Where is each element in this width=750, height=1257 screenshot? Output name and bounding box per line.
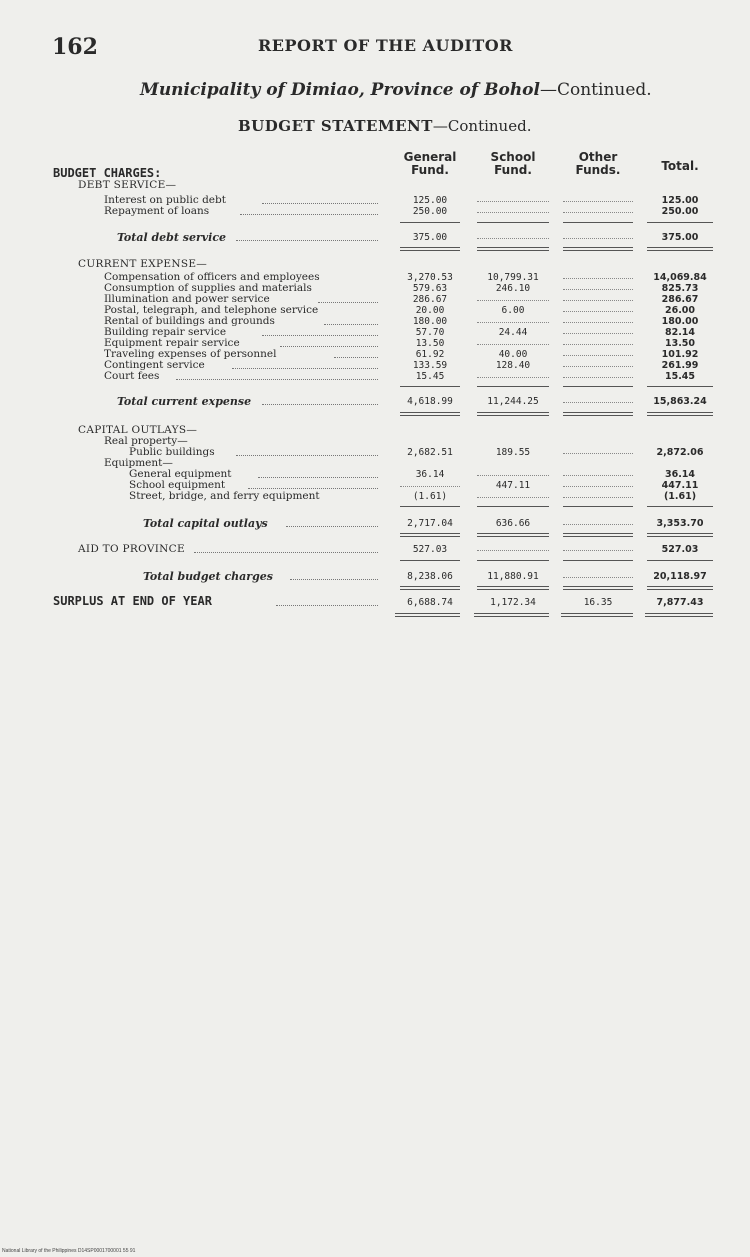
col-header-other: Other Funds. [575,150,621,177]
subtitle [140,80,652,100]
table-row [0,206,750,217]
general-fund-value: 15.45 [415,371,445,382]
total-value: 261.99 [661,360,699,371]
row-label: Postal, telegraph, and telephone service [104,304,319,316]
general-fund-value: 286.67 [412,294,448,305]
row-label: Equipment repair service [104,337,240,349]
school-fund-value: 24.44 [498,327,528,338]
general-fund-value: 579.63 [412,283,448,294]
school-fund-value: 246.10 [495,283,531,294]
row-label: Court fees [104,370,160,382]
row-label: Traveling expenses of personnel [104,348,277,360]
row-label: Interest on public debt [104,194,226,206]
total-value: 375.00 [661,232,699,243]
table-row-total [0,232,750,243]
school-fund-value: 1,172.34 [490,597,536,608]
total-value: 447.11 [661,480,699,491]
row-label: Compensation of officers and employees [104,271,320,283]
debt-service-heading: DEBT SERVICE— [78,179,177,191]
school-fund-value: 40.00 [498,349,528,360]
total-value: 825.73 [661,283,699,294]
table-row-total [0,571,750,582]
general-fund-value: 180.00 [412,316,448,327]
row-label: Total debt service [117,231,227,244]
general-fund-value: 133.59 [412,360,448,371]
general-fund-value: 4,618.99 [407,396,453,407]
row-label: Rental of buildings and grounds [104,315,275,327]
general-fund-value: 250.00 [412,206,448,217]
total-value: 7,877.43 [656,597,704,608]
school-fund-value: 6.00 [501,305,525,316]
row-label: AID TO PROVINCE [78,543,185,555]
total-value: 286.67 [661,294,699,305]
row-label: Street, bridge, and ferry equipment [129,490,320,502]
statement-title-main: BUDGET STATEMENT [238,117,433,135]
table-row [0,480,750,491]
general-fund-value: 2,682.51 [407,447,453,458]
total-value: 14,069.84 [653,272,707,283]
row-label: Total current expense [117,395,252,408]
table-row [0,491,750,502]
general-fund-value: (1.61) [412,491,448,502]
table-row [0,469,750,480]
general-fund-value: 125.00 [412,195,448,206]
general-fund-value: 527.03 [412,544,448,555]
row-label: Public buildings [129,446,215,458]
statement-title [238,117,531,135]
statement-title-continued: —Continued. [432,117,532,135]
general-fund-value: 3,270.53 [407,272,453,283]
school-fund-value: 11,244.25 [487,396,539,407]
general-fund-value: 13.50 [415,338,445,349]
total-value: 20,118.97 [653,571,707,582]
row-label: Repayment of loans [104,205,210,217]
row-label: Building repair service [104,326,227,338]
school-fund-value: 636.66 [495,518,531,529]
budget-charges-heading: BUDGET CHARGES: [53,166,162,180]
row-label: General equipment [129,468,232,480]
row-label: School equipment [129,479,226,491]
row-label: Total capital outlays [143,517,268,530]
row-label: SURPLUS AT END OF YEAR [53,594,212,608]
total-value: 13.50 [664,338,696,349]
subtitle-municipality: Municipality of Dimiao, Province of Bohol [140,80,540,100]
total-value: 2,872.06 [656,447,704,458]
total-value: 26.00 [664,305,696,316]
general-fund-value: 2,717.04 [407,518,453,529]
school-fund-value: 447.11 [495,480,531,491]
total-value: 125.00 [661,195,699,206]
general-fund-value: 8,238.06 [407,571,453,582]
school-fund-value: 11,880.91 [487,571,539,582]
total-value: 527.03 [661,544,699,555]
total-value: 15.45 [664,371,696,382]
table-row-surplus [0,594,750,608]
total-value: 36.14 [664,469,696,480]
total-value: 3,353.70 [656,518,704,529]
general-fund-value: 61.92 [415,349,445,360]
table-row-total [0,518,750,529]
total-value: 15,863.24 [653,396,707,407]
total-value: 82.14 [664,327,696,338]
row-label: Illumination and power service [104,293,270,305]
equipment-heading: Equipment— [104,457,173,469]
table-row-total [0,396,750,407]
general-fund-value: 6,688.74 [407,597,453,608]
general-fund-value: 57.70 [415,327,445,338]
running-header: REPORT OF THE AUDITOR [258,36,513,55]
page-number: 162 [52,34,98,60]
other-funds-value: 16.35 [583,597,613,608]
scan-footer: National Library of the Philippines D14SP0001700001 55 91 [2,1248,136,1254]
table-row [0,544,750,555]
school-fund-value: 128.40 [495,360,531,371]
total-value: 101.92 [661,349,699,360]
col-header-school: School Fund. [490,150,536,177]
school-fund-value: 10,799.31 [487,272,539,283]
total-value: 250.00 [661,206,699,217]
capital-outlays-heading: CAPITAL OUTLAYS— [78,424,198,436]
col-header-general: General Fund. [403,150,457,177]
general-fund-value: 36.14 [415,469,445,480]
subtitle-continued: —Continued. [539,80,652,100]
row-label: Contingent service [104,359,205,371]
school-fund-value: 189.55 [495,447,531,458]
row-label: Total budget charges [143,570,273,583]
total-value: 180.00 [661,316,699,327]
general-fund-value: 375.00 [412,232,448,243]
row-label: Consumption of supplies and materials [104,282,312,294]
col-header-total: Total. [661,159,699,173]
real-property-heading: Real property— [104,435,188,447]
total-value: (1.61) [663,491,697,502]
table-row [0,371,750,382]
general-fund-value: 20.00 [415,305,445,316]
current-expense-heading: CURRENT EXPENSE— [78,258,208,270]
